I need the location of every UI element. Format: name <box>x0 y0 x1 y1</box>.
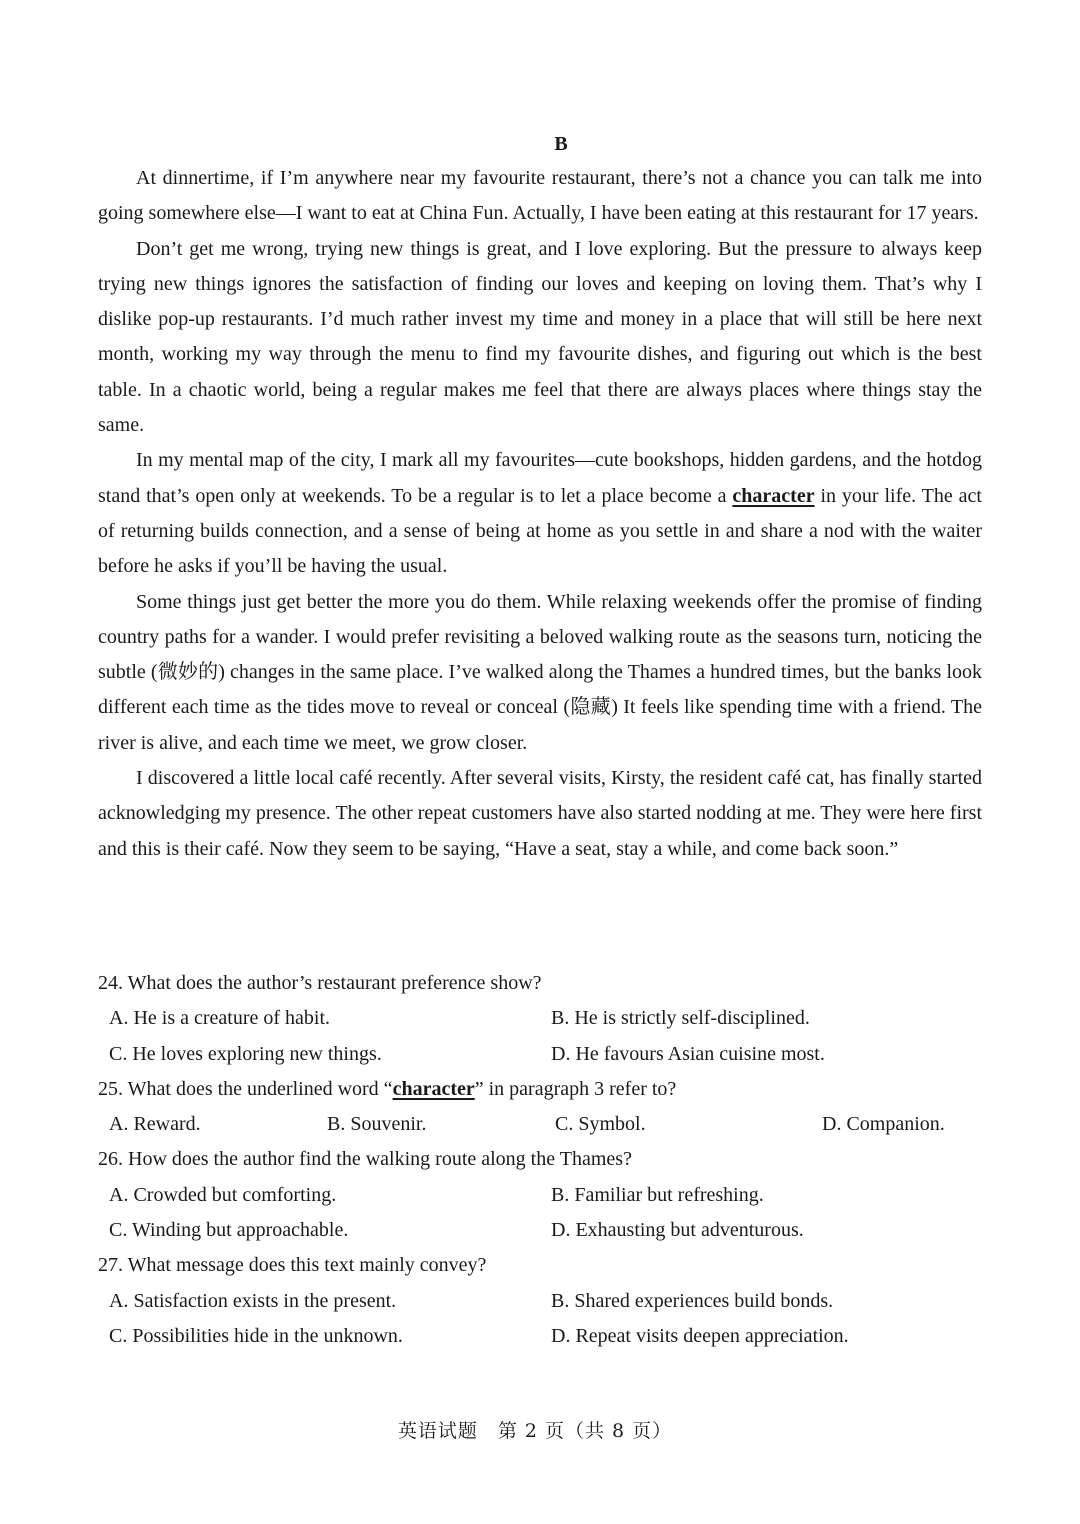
question-list <box>98 966 982 1354</box>
question-stem-before: 25. What does the underlined word “ <box>98 1077 393 1100</box>
underlined-word: character <box>392 1077 475 1100</box>
option-row <box>98 1213 982 1248</box>
option-d: D. Companion. <box>822 1113 945 1136</box>
option-c: C. Possibilities hide in the unknown. <box>109 1324 403 1347</box>
paragraph-1: At dinnertime, if I’m anywhere near my favourite restaurant, there’s not a chance you can talk me into going somewhere else—I want to eat at China Fun. Actually, I have been eating at this restaurant for 17 years. <box>98 167 982 225</box>
section-title: B <box>554 133 568 155</box>
option-c: C. Winding but approachable. <box>109 1219 349 1242</box>
paragraph-2: Don’t get me wrong, trying new things is great, and I love exploring. But the pressure to always keep trying new things ignores the satisfaction of finding our loves and keeping on loving them. That’s why I dislike pop-up restaurants. I’d much rather invest my time and money in a place that will still be here next month, working my way through the menu to find my favourite dishes, and figuring out which is the best table. In a chaotic world, being a regular makes me feel that there are always places where things stay the same. <box>98 237 982 437</box>
option-row <box>98 1001 982 1036</box>
question-stem: 26. How does the author find the walking route along the Thames? <box>98 1148 632 1171</box>
question-stem-after: ” in paragraph 3 refer to? <box>474 1077 677 1100</box>
underlined-word: character <box>732 484 815 507</box>
question-25 <box>98 1072 982 1143</box>
option-row <box>98 1037 982 1072</box>
option-d: D. He favours Asian cuisine most. <box>551 1042 825 1065</box>
option-b: B. Familiar but refreshing. <box>551 1183 764 1206</box>
paragraph-4: Some things just get better the more you do them. While relaxing weekends offer the promise of finding country paths for a wander. I would prefer revisiting a beloved walking route as the seasons turn, noticing the subtle (微妙的) changes in the same place. I’ve walked along the Thames a hundred times, but the banks look different each time as the tides move to reveal or conceal (隐藏) It feels like spending time with a friend. The river is alive, and each time we meet, we grow closer. <box>98 590 982 754</box>
option-b: B. He is strictly self-disciplined. <box>551 1007 810 1030</box>
option-c: C. Symbol. <box>555 1113 646 1136</box>
option-b: B. Souvenir. <box>327 1113 427 1136</box>
option-row <box>98 1284 982 1319</box>
option-row <box>98 1319 982 1354</box>
option-a: A. Crowded but comforting. <box>109 1183 337 1206</box>
paragraph-5: I discovered a little local café recently. After several visits, Kirsty, the resident café cat, has finally started acknowledging my presence. The other repeat customers have also started nodding at me. They were here first and this is their café. Now they seem to be saying, “Have a seat, stay a while, and come back soon.” <box>98 767 982 860</box>
option-c: C. He loves exploring new things. <box>109 1042 382 1065</box>
reading-passage <box>98 161 982 867</box>
question-27 <box>98 1248 982 1354</box>
paragraph-3-text-after: in your life. The act of returning builds connection, and a sense of being at home as you settle in and share a nod with the waiter before he asks if you’ll be having the usual. <box>98 484 982 578</box>
question-stem: 27. What message does this text mainly convey? <box>98 1254 487 1277</box>
option-d: D. Repeat visits deepen appreciation. <box>551 1324 849 1347</box>
option-b: B. Shared experiences build bonds. <box>551 1289 834 1312</box>
option-a: A. He is a creature of habit. <box>109 1007 331 1030</box>
paragraph-3 <box>98 443 982 584</box>
option-d: D. Exhausting but adventurous. <box>551 1219 804 1242</box>
question-stem <box>98 1072 982 1107</box>
paragraph-3-text-before: In my mental map of the city, I mark all my favourites—cute bookshops, hidden gardens, and the hotdog stand that’s open only at weekends. To be a regular is to let a place become a <box>98 449 982 507</box>
page-footer: 英语试题 第 2 页（共 8 页） <box>397 1420 673 1442</box>
option-row <box>98 1178 982 1213</box>
question-stem: 24. What does the author’s restaurant preference show? <box>98 972 542 994</box>
option-a: A. Reward. <box>109 1113 201 1136</box>
question-24 <box>98 966 982 1072</box>
option-row <box>98 1107 982 1142</box>
option-a: A. Satisfaction exists in the present. <box>109 1289 397 1312</box>
question-26 <box>98 1142 982 1248</box>
